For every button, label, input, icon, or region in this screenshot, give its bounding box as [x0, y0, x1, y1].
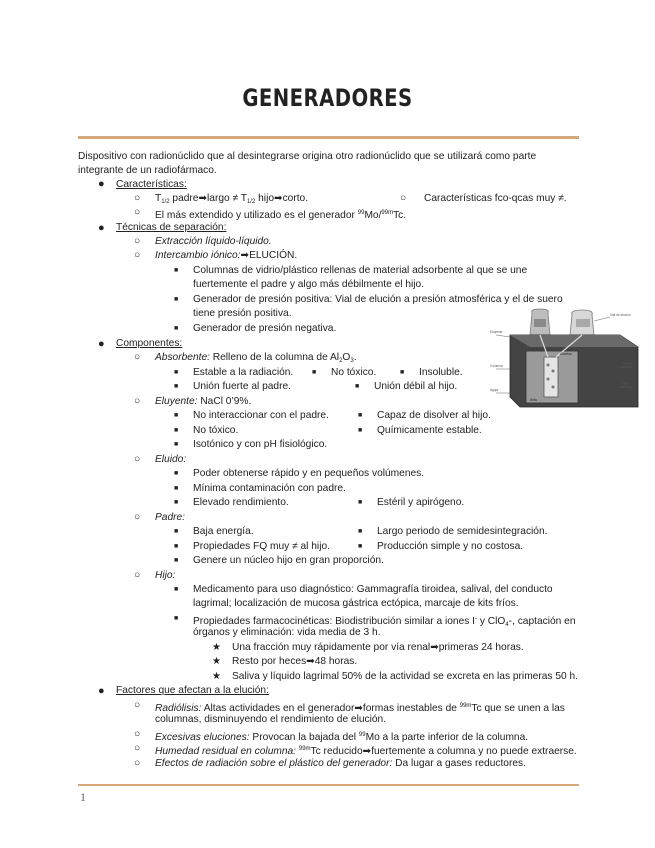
intro-line-2: integrante de un radiofármaco. — [78, 165, 217, 176]
square-bullet: ■ — [174, 427, 179, 434]
figure-label: Columna — [490, 364, 503, 368]
disc-bullet: ● — [98, 178, 105, 190]
circle-bullet: ○ — [134, 700, 141, 711]
square-bullet: ■ — [174, 325, 179, 332]
circle-bullet: ○ — [134, 743, 141, 754]
square-bullet: ■ — [174, 441, 179, 448]
circle-bullet: ○ — [134, 396, 141, 407]
figure-label: Sello — [530, 398, 538, 402]
intro-line-1: Dispositivo con radionúclido que al desintegrarse origina otro radionúclido que se utilizará como parte — [78, 151, 537, 162]
square-bullet: ■ — [358, 427, 363, 434]
square-bullet: ■ — [358, 528, 363, 535]
circle-bullet: ○ — [134, 570, 141, 581]
eluyente-b2: Capaz de disolver al hijo. — [377, 410, 491, 421]
square-bullet: ■ — [312, 369, 317, 376]
figure-label: Plomo — [622, 362, 632, 366]
star-bullet: ★ — [212, 671, 222, 682]
disc-bullet: ● — [98, 338, 105, 350]
tecnica-2-sub2-l1: Generador de presión positiva: Vial de elución a presión atmosférica y el de suero — [193, 294, 563, 305]
eluido-b4: Estéril y apirógeno. — [377, 497, 465, 508]
caract-item-2: El más extendido y utilizado es el generador $^{99}$Mo/$^{99m}$Tc. — [155, 210, 407, 221]
hijo-star-2: Resto por heces➡48 horas. — [232, 656, 358, 667]
eluyente-b5: Isotónico y con pH fisiológico. — [193, 439, 328, 450]
circle-bullet: ○ — [134, 454, 141, 465]
section-caracteristicas: Características: — [116, 179, 187, 190]
tecnica-2-sub1-l1: Columnas de vidrio/plástico rellenas de material adsorbente al que se une — [193, 265, 528, 276]
star-bullet: ★ — [212, 656, 222, 667]
square-bullet: ■ — [400, 369, 405, 376]
square-bullet: ■ — [358, 499, 363, 506]
figure-label: Alúmina — [560, 352, 572, 356]
arrow-right-icon: ➡ — [354, 703, 363, 714]
circle-bullet: ○ — [134, 729, 141, 740]
eluido-b2: Mínima contaminación con padre. — [193, 483, 346, 494]
arrow-right-icon: ➡ — [430, 642, 439, 653]
title-divider — [78, 136, 579, 139]
figure-label: Vial de elución — [610, 313, 631, 317]
section-componentes: Componentes: — [116, 338, 183, 349]
caract-item-1: $T_{1/2}$ padre➡largo ≠ $T_{1/2}$ hijo➡corto. — [155, 193, 309, 205]
page-number: 1 — [80, 790, 86, 804]
square-bullet: ■ — [174, 485, 179, 492]
hijo-label: Hijo: — [155, 570, 176, 581]
circle-bullet: ○ — [134, 193, 141, 204]
page-title: GENERADORES — [242, 84, 413, 112]
square-bullet: ■ — [174, 499, 179, 506]
padre-b1: Baja energía. — [193, 526, 254, 537]
square-bullet: ■ — [174, 296, 179, 303]
tecnica-2-sub2-l2: tiene presión positiva. — [193, 308, 292, 319]
square-bullet: ■ — [174, 528, 179, 535]
tecnica-2: Intercambio iónico:➡ELUCIÓN. — [155, 250, 298, 261]
circle-bullet: ○ — [134, 352, 141, 363]
square-bullet: ■ — [174, 470, 179, 477]
eluido-label: Eluido: — [155, 454, 187, 465]
arrow-right-icon: ➡ — [198, 193, 208, 204]
square-bullet: ■ — [358, 543, 363, 550]
circle-bullet: ○ — [134, 512, 141, 523]
circle-bullet: ○ — [134, 250, 141, 261]
figure-label: Filtro — [622, 382, 630, 386]
hijo-b2-l1: Propiedades farmacocinéticas: Biodistribución similar a iones I- y ClO$_4$-, captación en — [193, 616, 576, 628]
tecnica-2-sub1-l2: fuertemente el padre y algo más débilmente el hijo. — [193, 279, 425, 290]
factor-1-l1: Radiólisis: Altas actividades en el generador➡formas inestables de $^{99m}$Tc que se unen a las — [155, 703, 565, 714]
tecnica-1: Extracción líquido-líquido. — [155, 236, 272, 247]
square-bullet: ■ — [355, 383, 360, 390]
hijo-star-1: Una fracción muy rápidamente por vía renal➡primeras 24 horas. — [232, 642, 524, 653]
hijo-b1-l1: Medicamento para uso diagnóstico: Gammagrafía tiroidea, salival, del conducto — [193, 584, 553, 595]
eluyente-b4: Químicamente estable. — [377, 425, 482, 436]
factor-3: Humedad residual en columna: $^{99m}$Tc reducido➡fuertemente a columna y no puede extraerse. — [155, 746, 577, 757]
square-bullet: ■ — [174, 412, 179, 419]
factor-1-l2: columnas, disminuyendo el rendimiento de elución. — [155, 714, 387, 725]
eluyente-b3: No tóxico. — [193, 425, 239, 436]
square-bullet: ■ — [174, 543, 179, 550]
hijo-star-3: Saliva y líquido lagrimal 50% de la actividad se excreta en las primeras 50 h. — [232, 671, 578, 682]
circle-bullet: ○ — [400, 193, 407, 204]
generator-figure — [490, 307, 640, 417]
hijo-b1-l2: lagrimal; localización de mucosa gástrica ectópica, marcaje de kits fríos. — [193, 598, 519, 609]
square-bullet: ■ — [358, 412, 363, 419]
star-bullet: ★ — [212, 642, 222, 653]
square-bullet: ■ — [174, 557, 179, 564]
square-bullet: ■ — [174, 267, 179, 274]
padre-b3: Propiedades FQ muy ≠ al hijo. — [193, 541, 330, 552]
square-bullet: ■ — [174, 369, 179, 376]
disc-bullet: ● — [98, 685, 105, 697]
eluyente-b1: No interaccionar con el padre. — [193, 410, 329, 421]
section-tecnicas: Técnicas de separación: — [116, 222, 227, 233]
factor-2: Excesivas eluciones: Provocan la bajada del $^{99}$Mo a la parte inferior de la columna. — [155, 732, 529, 743]
caract-item-1b: Características fco-qcas muy ≠. — [424, 193, 567, 204]
circle-bullet: ○ — [134, 236, 141, 247]
arrow-right-icon: ➡ — [240, 250, 250, 261]
absorbente-b1: Estable a la radiación. — [193, 367, 294, 378]
padre-b4: Producción simple y no costosa. — [377, 541, 524, 552]
padre-b2: Largo periodo de semidesintegración. — [377, 526, 548, 537]
figure-label: Aguja — [490, 388, 499, 392]
hijo-b2-l2: órganos y eliminación: vida media de 3 h. — [193, 627, 381, 638]
circle-bullet: ○ — [134, 758, 141, 769]
eluido-b3: Elevado rendimiento. — [193, 497, 289, 508]
circle-bullet: ○ — [134, 207, 141, 218]
arrow-right-icon: ➡ — [274, 193, 283, 204]
disc-bullet: ● — [98, 222, 105, 234]
absorbente-b4: Unión fuerte al padre. — [193, 381, 291, 392]
eluyente-line: Eluyente: NaCl 0’9%. — [155, 396, 252, 407]
footer-divider — [78, 784, 579, 786]
arrow-right-icon: ➡ — [306, 656, 315, 667]
padre-b5: Genere un núcleo hijo en gran proporción. — [193, 555, 384, 566]
tecnica-2-sub3: Generador de presión negativa. — [193, 323, 337, 334]
square-bullet: ■ — [174, 586, 179, 593]
square-bullet: ■ — [174, 615, 179, 622]
section-factores: Factores que afectan a la elución: — [116, 685, 269, 696]
figure-label: Eluyente — [490, 330, 503, 334]
absorbente-b3: Insoluble. — [419, 367, 463, 378]
absorbente-b2: No tóxico. — [331, 367, 377, 378]
arrow-right-icon: ➡ — [362, 746, 372, 757]
factor-4: Efectos de radiación sobre el plástico del generador: Da lugar a gases reductores. — [155, 758, 526, 769]
absorbente-b5: Unión débil al hijo. — [374, 381, 458, 392]
eluido-b1: Poder obtenerse rápido y en pequeños volúmenes. — [193, 468, 425, 479]
absorbente-line: Absorbente: Relleno de la columna de $Al_2O_3$. — [155, 352, 357, 364]
padre-label: Padre: — [155, 512, 186, 523]
square-bullet: ■ — [174, 383, 179, 390]
